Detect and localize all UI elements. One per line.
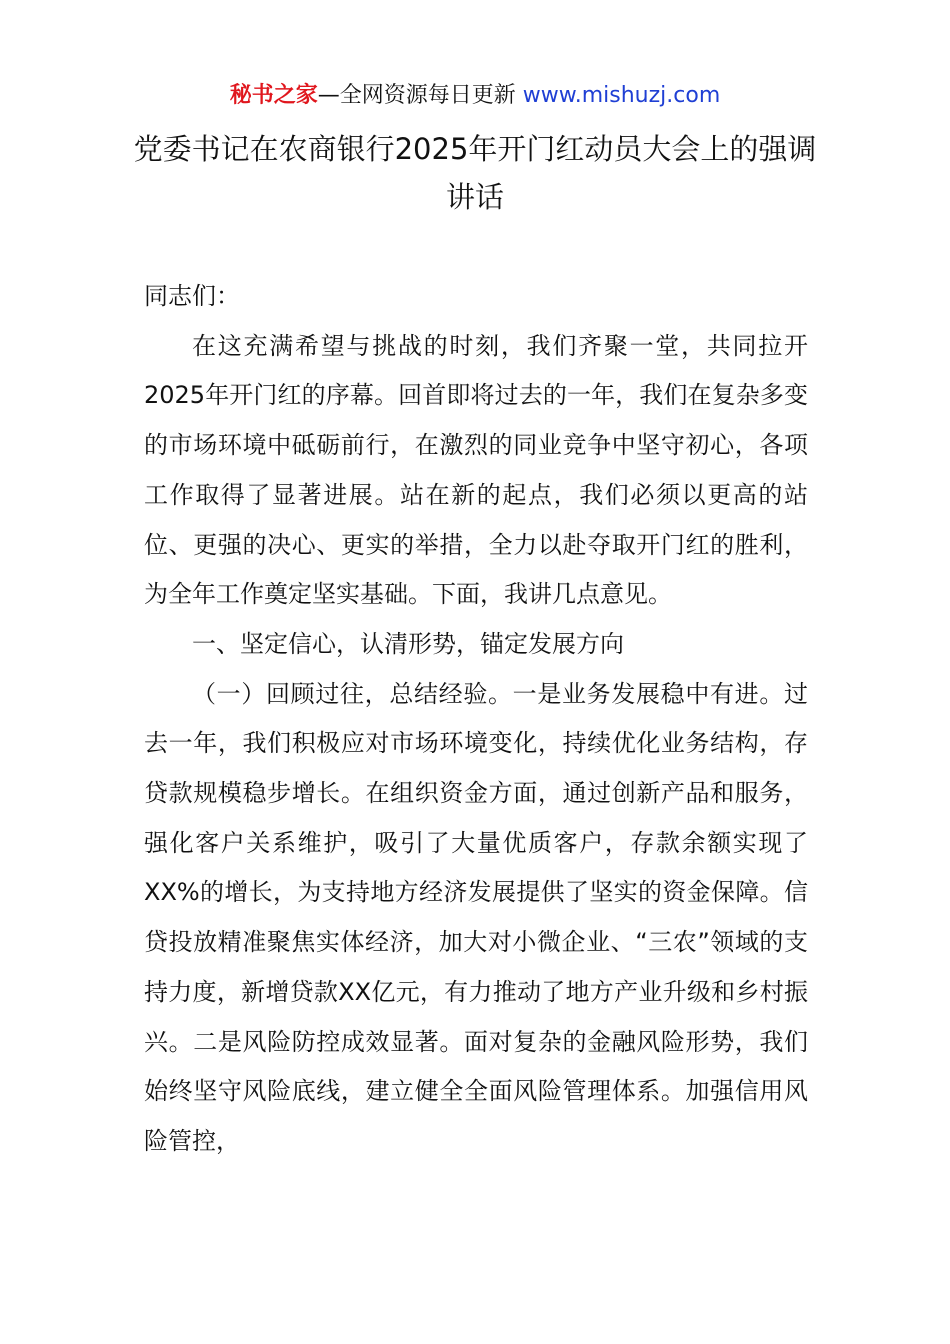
site-header — [0, 80, 950, 112]
paragraph-intro: 在这充满希望与挑战的时刻，我们齐聚一堂，共同拉开2025年开门红的序幕。回首即将过去的一年，我们在复杂多变的市场环境中砥砺前行，在激烈的同业竞争中坚守初心，各项工作取得了显著进展。站在新的起点，我们必须以更高的站位、更强的决心、更实的举措，全力以赴夺取开门红的胜利，为全年工作奠定坚实基础。下面，我讲几点意见。 — [144, 331, 808, 609]
document-title: 党委书记在农商银行2025年开门红动员大会上的强调讲话 — [133, 132, 817, 214]
section-heading-1: 一、坚定信心，认清形势，锚定发展方向 — [192, 629, 624, 658]
salutation: 同志们： — [144, 282, 240, 310]
document-body — [144, 272, 808, 1167]
site-url-link[interactable]: www.mishuzj.com — [522, 83, 721, 108]
brand-name: 秘书之家 — [229, 83, 318, 108]
header-tagline: —全网资源每日更新 — [317, 83, 523, 108]
paragraph-review: （一）回顾过往，总结经验。一是业务发展稳中有进。过去一年，我们积极应对市场环境变化，持续优化业务结构，存贷款规模稳步增长。在组织资金方面，通过创新产品和服务，强化客户关系维护，吸引了大量优质客户，存款余额实现了XX%的增长，为支持地方经济发展提供了坚实的资金保障。信贷投放精准聚焦实体经济，加大对小微企业、“三农”领域的支持力度，新增贷款XX亿元，有力推动了地方产业升级和乡村振兴。二是风险防控成效显著。面对复杂的金融风险形势，我们始终坚守风险底线，建立健全全面风险管理体系。加强信用风险管控， — [144, 679, 808, 1155]
